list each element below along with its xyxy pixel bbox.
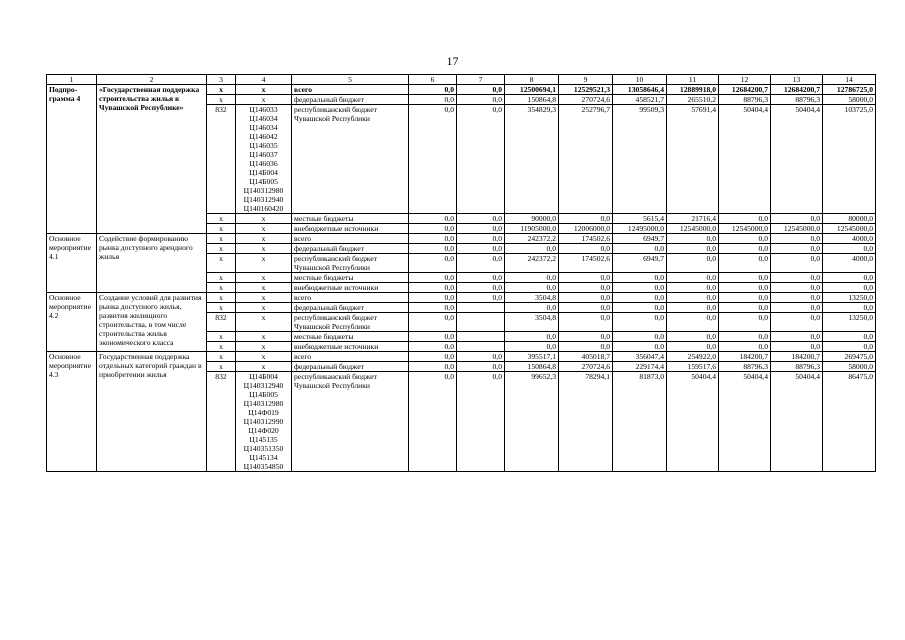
amount-cell: 0,0 <box>667 254 719 273</box>
table-body <box>47 75 876 472</box>
amount-cell: 0,0 <box>457 273 505 283</box>
amount-cell: 395517,1 <box>505 352 559 362</box>
agency-code: 832 <box>207 372 236 472</box>
column-number: 12 <box>719 75 771 85</box>
amount-cell: 0,0 <box>719 303 771 313</box>
amount-cell: 103725,0 <box>823 105 876 214</box>
amount-cell: 57691,4 <box>667 105 719 214</box>
amount-cell <box>457 303 505 313</box>
amount-cell: 12545000,0 <box>771 224 823 234</box>
agency-code: x <box>207 303 236 313</box>
amount-cell: 12684200,7 <box>719 85 771 95</box>
code-line: x <box>261 85 266 94</box>
amount-cell: 229174,4 <box>613 362 667 372</box>
amount-cell: 0,0 <box>457 95 505 105</box>
block-label: Основное мероприятие 4.1 <box>47 234 97 293</box>
amount-cell: 150864,8 <box>505 362 559 372</box>
code-line: Ц14Б005 <box>249 177 278 186</box>
amount-cell: 0,0 <box>771 254 823 273</box>
code-line: x <box>261 273 266 282</box>
amount-cell: 0,0 <box>719 273 771 283</box>
funding-source: федеральный бюджет <box>292 95 409 105</box>
code-line: Ц146037 <box>249 150 278 159</box>
amount-cell: 242372,2 <box>505 254 559 273</box>
amount-cell: 0,0 <box>613 303 667 313</box>
amount-cell: 0,0 <box>667 342 719 352</box>
agency-code: 832 <box>207 313 236 332</box>
amount-cell: 0,0 <box>719 244 771 254</box>
amount-cell: 5615,4 <box>613 214 667 224</box>
amount-cell: 354829,3 <box>505 105 559 214</box>
agency-code: x <box>207 234 236 244</box>
amount-cell: 3504,8 <box>505 313 559 332</box>
block-title: Содействие формированию рынка доступного арендного жилья <box>97 234 207 293</box>
amount-cell: 0,0 <box>823 303 876 313</box>
amount-cell: 21716,4 <box>667 214 719 224</box>
amount-cell: 12545000,0 <box>667 224 719 234</box>
amount-cell: 86475,0 <box>823 372 876 472</box>
amount-cell: 0,0 <box>667 273 719 283</box>
column-number: 11 <box>667 75 719 85</box>
code-line: Ц14Б004 <box>249 372 278 381</box>
amount-cell: 0,0 <box>505 303 559 313</box>
funding-source: республиканский бюджет Чувашской Республики <box>292 372 409 472</box>
amount-cell: 0,0 <box>505 332 559 342</box>
amount-cell: 0,0 <box>719 254 771 273</box>
column-number: 9 <box>559 75 613 85</box>
amount-cell: 0,0 <box>613 283 667 293</box>
amount-cell: 356047,4 <box>613 352 667 362</box>
column-number: 3 <box>207 75 236 85</box>
code-line: Ц146034 <box>249 114 278 123</box>
target-codes <box>236 234 292 244</box>
agency-code: x <box>207 224 236 234</box>
amount-cell: 12006000,0 <box>559 224 613 234</box>
amount-cell: 0,0 <box>457 372 505 472</box>
amount-cell: 0,0 <box>457 224 505 234</box>
agency-code: x <box>207 283 236 293</box>
code-line: Ц14Б005 <box>249 390 278 399</box>
amount-cell: 12500694,1 <box>505 85 559 95</box>
column-number: 7 <box>457 75 505 85</box>
amount-cell: 0,0 <box>409 342 457 352</box>
amount-cell: 88796,3 <box>719 95 771 105</box>
code-line: x <box>261 224 266 233</box>
column-number: 10 <box>613 75 667 85</box>
amount-cell: 88796,3 <box>771 95 823 105</box>
amount-cell: 270724,6 <box>559 362 613 372</box>
code-line: Ц146035 <box>249 141 278 150</box>
amount-cell: 6949,7 <box>613 234 667 244</box>
code-line: Ц146033 <box>249 105 278 114</box>
amount-cell: 13250,0 <box>823 313 876 332</box>
code-line: x <box>261 352 266 361</box>
amount-cell: 99652,3 <box>505 372 559 472</box>
target-codes <box>236 303 292 313</box>
code-line: x <box>261 254 266 263</box>
agency-code: x <box>207 332 236 342</box>
amount-cell: 4000,0 <box>823 234 876 244</box>
amount-cell: 0,0 <box>771 293 823 303</box>
code-line: Ц146036 <box>249 159 278 168</box>
amount-cell: 0,0 <box>667 332 719 342</box>
amount-cell: 405018,7 <box>559 352 613 362</box>
amount-cell: 11905000,0 <box>505 224 559 234</box>
code-line: x <box>261 362 266 371</box>
table-row <box>47 293 876 303</box>
amount-cell: 159517,6 <box>667 362 719 372</box>
code-line: x <box>261 214 266 223</box>
amount-cell: 0,0 <box>613 313 667 332</box>
target-codes <box>236 313 292 332</box>
code-line: Ц14Б004 <box>249 168 278 177</box>
amount-cell: 0,0 <box>771 283 823 293</box>
amount-cell: 0,0 <box>505 283 559 293</box>
amount-cell: 0,0 <box>409 283 457 293</box>
amount-cell: 0,0 <box>823 244 876 254</box>
amount-cell: 0,0 <box>559 313 613 332</box>
target-codes <box>236 105 292 214</box>
agency-code: x <box>207 362 236 372</box>
amount-cell: 0,0 <box>409 234 457 244</box>
amount-cell: 81873,0 <box>613 372 667 472</box>
amount-cell: 265510,2 <box>667 95 719 105</box>
amount-cell: 50404,4 <box>667 372 719 472</box>
code-line: x <box>261 95 266 104</box>
amount-cell: 78294,1 <box>559 372 613 472</box>
target-codes <box>236 342 292 352</box>
amount-cell: 174502,6 <box>559 254 613 273</box>
code-line: x <box>261 303 266 312</box>
amount-cell: 458521,7 <box>613 95 667 105</box>
amount-cell: 0,0 <box>771 332 823 342</box>
table-row <box>47 85 876 95</box>
amount-cell: 0,0 <box>719 214 771 224</box>
amount-cell: 0,0 <box>457 254 505 273</box>
amount-cell: 0,0 <box>409 214 457 224</box>
code-line: x <box>261 313 266 322</box>
amount-cell: 0,0 <box>771 244 823 254</box>
agency-code: x <box>207 273 236 283</box>
amount-cell: 0,0 <box>409 372 457 472</box>
amount-cell: 0,0 <box>667 313 719 332</box>
column-number: 14 <box>823 75 876 85</box>
funding-source: местные бюджеты <box>292 332 409 342</box>
table-row <box>47 352 876 362</box>
code-line: Ц146042 <box>249 132 278 141</box>
amount-cell: 0,0 <box>559 283 613 293</box>
target-codes <box>236 372 292 472</box>
funding-source: внебюджетные источники <box>292 224 409 234</box>
amount-cell: 0,0 <box>457 105 505 214</box>
amount-cell: 0,0 <box>409 244 457 254</box>
amount-cell: 0,0 <box>667 234 719 244</box>
amount-cell: 0,0 <box>505 273 559 283</box>
amount-cell: 0,0 <box>559 342 613 352</box>
amount-cell: 0,0 <box>719 342 771 352</box>
target-codes <box>236 224 292 234</box>
funding-source: всего <box>292 293 409 303</box>
amount-cell: 0,0 <box>719 313 771 332</box>
amount-cell: 0,0 <box>409 224 457 234</box>
amount-cell: 0,0 <box>667 283 719 293</box>
column-number: 5 <box>292 75 409 85</box>
amount-cell: 0,0 <box>823 342 876 352</box>
target-codes <box>236 254 292 273</box>
target-codes <box>236 244 292 254</box>
code-line: Ц140354850 <box>243 462 284 471</box>
code-line: Ц14Ф020 <box>248 426 279 435</box>
code-line: x <box>261 283 266 292</box>
agency-code: x <box>207 95 236 105</box>
amount-cell: 0,0 <box>409 105 457 214</box>
amount-cell: 80000,0 <box>823 214 876 224</box>
code-line: Ц140312980 <box>243 186 284 195</box>
target-codes <box>236 273 292 283</box>
amount-cell: 0,0 <box>771 303 823 313</box>
amount-cell: 0,0 <box>613 293 667 303</box>
block-label: Подпро-грамма 4 <box>47 85 97 234</box>
amount-cell: 0,0 <box>771 342 823 352</box>
block-label: Основное мероприятие 4.2 <box>47 293 97 352</box>
amount-cell: 50404,4 <box>719 105 771 214</box>
column-number: 8 <box>505 75 559 85</box>
amount-cell <box>457 313 505 332</box>
amount-cell: 0,0 <box>559 244 613 254</box>
code-line: Ц140312940 <box>243 195 284 204</box>
amount-cell: 58000,0 <box>823 362 876 372</box>
target-codes <box>236 293 292 303</box>
amount-cell: 13058646,4 <box>613 85 667 95</box>
amount-cell: 0,0 <box>559 293 613 303</box>
amount-cell: 0,0 <box>409 362 457 372</box>
table-row <box>47 234 876 244</box>
target-codes <box>236 283 292 293</box>
column-number: 6 <box>409 75 457 85</box>
agency-code: x <box>207 342 236 352</box>
funding-source: федеральный бюджет <box>292 303 409 313</box>
amount-cell: 12889918,0 <box>667 85 719 95</box>
amount-cell: 0,0 <box>613 244 667 254</box>
funding-source: всего <box>292 234 409 244</box>
amount-cell: 0,0 <box>559 214 613 224</box>
code-line: x <box>261 234 266 243</box>
code-line: x <box>261 332 266 341</box>
target-codes <box>236 332 292 342</box>
target-codes <box>236 362 292 372</box>
amount-cell: 0,0 <box>771 313 823 332</box>
agency-code: 832 <box>207 105 236 214</box>
code-line: Ц140312990 <box>243 417 284 426</box>
agency-code: x <box>207 293 236 303</box>
funding-source: местные бюджеты <box>292 214 409 224</box>
amount-cell: 3504,8 <box>505 293 559 303</box>
amount-cell: 0,0 <box>409 332 457 342</box>
code-line: Ц140312980 <box>243 399 284 408</box>
code-line: Ц140160420 <box>243 204 284 213</box>
code-line: Ц140312940 <box>243 381 284 390</box>
amount-cell: 0,0 <box>409 313 457 332</box>
agency-code: x <box>207 244 236 254</box>
amount-cell: 58000,0 <box>823 95 876 105</box>
amount-cell: 0,0 <box>505 244 559 254</box>
amount-cell: 242372,2 <box>505 234 559 244</box>
amount-cell: 174502,6 <box>559 234 613 244</box>
funding-source: всего <box>292 85 409 95</box>
amount-cell: 12545000,0 <box>823 224 876 234</box>
column-number: 2 <box>97 75 207 85</box>
amount-cell: 0,0 <box>771 234 823 244</box>
column-number: 4 <box>236 75 292 85</box>
amount-cell: 4000,0 <box>823 254 876 273</box>
code-line: x <box>261 342 266 351</box>
amount-cell: 0,0 <box>667 293 719 303</box>
amount-cell: 50404,4 <box>771 372 823 472</box>
funding-source: федеральный бюджет <box>292 362 409 372</box>
amount-cell <box>457 332 505 342</box>
page-number: 17 <box>446 54 459 68</box>
amount-cell: 0,0 <box>613 342 667 352</box>
amount-cell: 0,0 <box>457 234 505 244</box>
column-number: 13 <box>771 75 823 85</box>
block-title: Государственная поддержка отдельных категорий граждан в приобретении жилья <box>97 352 207 472</box>
amount-cell: 0,0 <box>771 273 823 283</box>
amount-cell: 99509,3 <box>613 105 667 214</box>
code-line: Ц145135 <box>249 435 278 444</box>
amount-cell: 50404,4 <box>719 372 771 472</box>
amount-cell: 0,0 <box>457 214 505 224</box>
amount-cell: 0,0 <box>457 352 505 362</box>
target-codes <box>236 214 292 224</box>
code-line: Ц140351350 <box>243 444 284 453</box>
amount-cell: 88796,3 <box>719 362 771 372</box>
amount-cell: 12495000,0 <box>613 224 667 234</box>
amount-cell: 0,0 <box>667 303 719 313</box>
amount-cell: 254922,0 <box>667 352 719 362</box>
amount-cell: 184200,7 <box>719 352 771 362</box>
amount-cell: 270724,6 <box>559 95 613 105</box>
amount-cell: 13250,0 <box>823 293 876 303</box>
target-codes <box>236 85 292 95</box>
amount-cell: 0,0 <box>409 85 457 95</box>
funding-source: федеральный бюджет <box>292 244 409 254</box>
amount-cell: 0,0 <box>719 234 771 244</box>
amount-cell: 12529521,3 <box>559 85 613 95</box>
amount-cell: 50404,4 <box>771 105 823 214</box>
amount-cell: 88796,3 <box>771 362 823 372</box>
amount-cell: 12786725,0 <box>823 85 876 95</box>
amount-cell: 90000,0 <box>505 214 559 224</box>
agency-code: x <box>207 85 236 95</box>
amount-cell: 0,0 <box>409 254 457 273</box>
target-codes <box>236 352 292 362</box>
amount-cell: 0,0 <box>771 214 823 224</box>
amount-cell: 12545000,0 <box>719 224 771 234</box>
amount-cell: 0,0 <box>409 352 457 362</box>
amount-cell: 0,0 <box>457 283 505 293</box>
amount-cell: 0,0 <box>823 283 876 293</box>
block-title: Создание условий для развития рынка доступного жилья, развития жилищного строительства, в том числе строительства жилья экономического класса <box>97 293 207 352</box>
amount-cell: 252796,7 <box>559 105 613 214</box>
amount-cell: 0,0 <box>409 293 457 303</box>
amount-cell: 0,0 <box>457 244 505 254</box>
amount-cell: 6949,7 <box>613 254 667 273</box>
amount-cell: 150864,8 <box>505 95 559 105</box>
code-line: Ц145134 <box>249 453 278 462</box>
amount-cell: 0,0 <box>457 85 505 95</box>
amount-cell: 0,0 <box>409 303 457 313</box>
amount-cell: 269475,0 <box>823 352 876 362</box>
header-row <box>47 75 876 85</box>
code-line: x <box>261 244 266 253</box>
amount-cell: 0,0 <box>505 342 559 352</box>
funding-source: внебюджетные источники <box>292 283 409 293</box>
column-number: 1 <box>47 75 97 85</box>
code-line: Ц146034 <box>249 123 278 132</box>
agency-code: x <box>207 352 236 362</box>
amount-cell: 0,0 <box>457 293 505 303</box>
amount-cell <box>457 342 505 352</box>
amount-cell: 0,0 <box>719 283 771 293</box>
amount-cell: 0,0 <box>719 293 771 303</box>
target-codes <box>236 95 292 105</box>
amount-cell: 0,0 <box>823 332 876 342</box>
amount-cell: 0,0 <box>719 332 771 342</box>
agency-code: x <box>207 254 236 273</box>
amount-cell: 0,0 <box>613 332 667 342</box>
amount-cell: 184200,7 <box>771 352 823 362</box>
block-title: «Государственная поддержка строительства жилья в Чувашской Республике» <box>97 85 207 234</box>
amount-cell: 0,0 <box>823 273 876 283</box>
agency-code: x <box>207 214 236 224</box>
funding-source: всего <box>292 352 409 362</box>
amount-cell: 0,0 <box>409 95 457 105</box>
amount-cell: 0,0 <box>409 273 457 283</box>
amount-cell: 12684200,7 <box>771 85 823 95</box>
funding-source: местные бюджеты <box>292 273 409 283</box>
amount-cell: 0,0 <box>457 362 505 372</box>
code-line: Ц14Ф019 <box>248 408 279 417</box>
code-line: x <box>261 293 266 302</box>
amount-cell: 0,0 <box>667 244 719 254</box>
amount-cell: 0,0 <box>559 273 613 283</box>
funding-source: республиканский бюджет Чувашской Республики <box>292 254 409 273</box>
funding-source: республиканский бюджет Чувашской Республики <box>292 313 409 332</box>
amount-cell: 0,0 <box>559 332 613 342</box>
funding-source: внебюджетные источники <box>292 342 409 352</box>
budget-table <box>46 74 876 472</box>
funding-source: республиканский бюджет Чувашской Республики <box>292 105 409 214</box>
amount-cell: 0,0 <box>613 273 667 283</box>
amount-cell: 0,0 <box>559 303 613 313</box>
block-label: Основное мероприятие 4.3 <box>47 352 97 472</box>
